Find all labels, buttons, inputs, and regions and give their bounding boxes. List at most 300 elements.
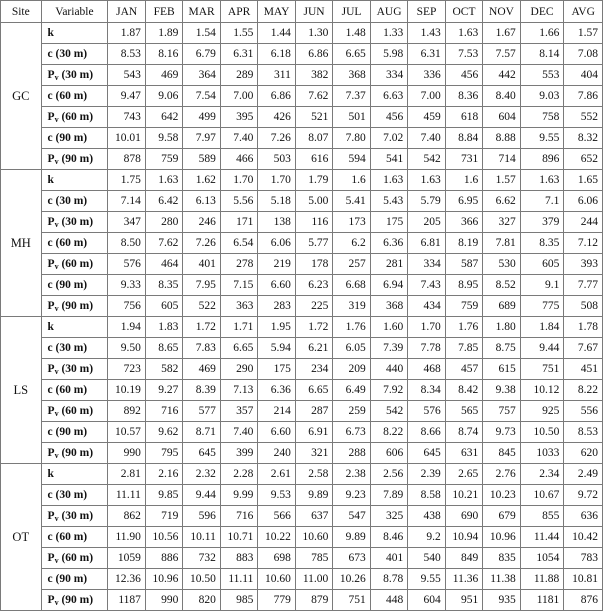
value-cell: 1.70 <box>408 317 445 338</box>
variable-cell <box>41 212 108 233</box>
value-cell: 234 <box>295 359 332 380</box>
variable-cell <box>41 107 108 128</box>
value-cell: 1.87 <box>108 23 145 44</box>
variable-cell <box>41 548 108 569</box>
value-cell: 8.75 <box>483 338 520 359</box>
header-jun: JUN <box>295 1 332 23</box>
value-cell: 10.67 <box>520 485 564 506</box>
value-cell: 246 <box>183 212 220 233</box>
value-cell: 8.34 <box>408 380 445 401</box>
value-cell: 289 <box>220 65 257 86</box>
value-cell: 521 <box>295 107 332 128</box>
value-cell: 6.62 <box>483 191 520 212</box>
value-cell: 287 <box>295 401 332 422</box>
value-cell: 457 <box>445 359 482 380</box>
table-row <box>1 128 603 149</box>
value-cell: 5.41 <box>333 191 370 212</box>
header-jan: JAN <box>108 1 145 23</box>
variable-cell <box>41 233 108 254</box>
value-cell: 9.55 <box>408 569 445 590</box>
value-cell: 6.73 <box>333 422 370 443</box>
value-cell: 178 <box>295 254 332 275</box>
value-cell: 1033 <box>520 443 564 464</box>
table-row <box>1 317 603 338</box>
value-cell: 7.57 <box>483 44 520 65</box>
value-cell: 7.53 <box>445 44 482 65</box>
variable-symbol: k <box>47 468 54 480</box>
value-cell: 368 <box>333 65 370 86</box>
variable-cell <box>41 464 108 485</box>
value-cell: 508 <box>564 296 603 317</box>
table-row <box>1 65 603 86</box>
value-cell: 604 <box>483 107 520 128</box>
value-cell: 6.60 <box>258 275 295 296</box>
value-cell: 8.22 <box>564 380 603 401</box>
value-cell: 5.43 <box>370 191 407 212</box>
value-cell: 951 <box>445 590 482 611</box>
value-cell: 283 <box>258 296 295 317</box>
variable-subscript: v <box>54 514 59 523</box>
value-cell: 364 <box>183 65 220 86</box>
value-cell: 456 <box>370 107 407 128</box>
variable-cell <box>41 338 108 359</box>
value-cell: 10.56 <box>145 527 182 548</box>
value-cell: 9.53 <box>258 485 295 506</box>
value-cell: 757 <box>483 401 520 422</box>
value-cell: 11.90 <box>108 527 145 548</box>
variable-height: (30 m) <box>58 363 94 375</box>
value-cell: 714 <box>483 149 520 170</box>
value-cell: 434 <box>408 296 445 317</box>
value-cell: 7.26 <box>183 233 220 254</box>
value-cell: 1.83 <box>145 317 182 338</box>
value-cell: 716 <box>145 401 182 422</box>
value-cell: 6.23 <box>295 275 332 296</box>
value-cell: 7.95 <box>183 275 220 296</box>
value-cell: 10.60 <box>258 569 295 590</box>
value-cell: 743 <box>108 107 145 128</box>
value-cell: 503 <box>258 149 295 170</box>
variable-height: (30 m) <box>58 69 94 81</box>
variable-symbol: P <box>47 258 55 270</box>
table-row <box>1 422 603 443</box>
table-row <box>1 23 603 44</box>
value-cell: 7.00 <box>220 86 257 107</box>
header-avg: AVG <box>564 1 603 23</box>
value-cell: 466 <box>220 149 257 170</box>
value-cell: 604 <box>408 590 445 611</box>
variable-height: (60 m) <box>52 237 88 249</box>
value-cell: 1.54 <box>183 23 220 44</box>
value-cell: 7.40 <box>220 128 257 149</box>
value-cell: 8.88 <box>483 128 520 149</box>
header-aug: AUG <box>370 1 407 23</box>
value-cell: 11.38 <box>483 569 520 590</box>
value-cell: 10.21 <box>445 485 482 506</box>
value-cell: 620 <box>564 443 603 464</box>
table-row <box>1 527 603 548</box>
value-cell: 9.38 <box>483 380 520 401</box>
value-cell: 849 <box>445 548 482 569</box>
variable-cell <box>41 401 108 422</box>
value-cell: 775 <box>520 296 564 317</box>
value-cell: 7.08 <box>564 44 603 65</box>
variable-cell <box>41 170 108 191</box>
value-cell: 8.95 <box>445 275 482 296</box>
value-cell: 576 <box>108 254 145 275</box>
value-cell: 689 <box>483 296 520 317</box>
value-cell: 8.65 <box>145 338 182 359</box>
variable-cell <box>41 380 108 401</box>
value-cell: 1.84 <box>520 317 564 338</box>
value-cell: 587 <box>445 254 482 275</box>
table-row <box>1 464 603 485</box>
table-row <box>1 107 603 128</box>
value-cell: 556 <box>564 401 603 422</box>
value-cell: 645 <box>183 443 220 464</box>
value-cell: 541 <box>370 149 407 170</box>
value-cell: 7.81 <box>483 233 520 254</box>
variable-symbol: P <box>47 216 55 228</box>
value-cell: 1.71 <box>220 317 257 338</box>
table-row <box>1 170 603 191</box>
value-cell: 1181 <box>520 590 564 611</box>
value-cell: 7.43 <box>408 275 445 296</box>
value-cell: 9.1 <box>520 275 564 296</box>
value-cell: 8.36 <box>445 86 482 107</box>
value-cell: 8.40 <box>483 86 520 107</box>
value-cell: 751 <box>333 590 370 611</box>
value-cell: 1.55 <box>220 23 257 44</box>
variable-height: (90 m) <box>52 426 88 438</box>
value-cell: 327 <box>483 212 520 233</box>
value-cell: 1.43 <box>408 23 445 44</box>
value-cell: 9.33 <box>108 275 145 296</box>
variable-cell <box>41 485 108 506</box>
value-cell: 393 <box>564 254 603 275</box>
value-cell: 642 <box>145 107 182 128</box>
value-cell: 10.11 <box>183 527 220 548</box>
value-cell: 783 <box>564 548 603 569</box>
value-cell: 5.94 <box>258 338 295 359</box>
value-cell: 173 <box>333 212 370 233</box>
value-cell: 9.03 <box>520 86 564 107</box>
value-cell: 9.72 <box>564 485 603 506</box>
variable-height: (30 m) <box>52 48 88 60</box>
value-cell: 9.47 <box>108 86 145 107</box>
value-cell: 542 <box>370 401 407 422</box>
variable-symbol: P <box>47 300 55 312</box>
value-cell: 10.94 <box>445 527 482 548</box>
header-site: Site <box>1 1 42 23</box>
value-cell: 7.39 <box>370 338 407 359</box>
value-cell: 8.71 <box>183 422 220 443</box>
value-cell: 2.81 <box>108 464 145 485</box>
value-cell: 8.74 <box>445 422 482 443</box>
value-cell: 6.36 <box>258 380 295 401</box>
value-cell: 637 <box>295 506 332 527</box>
value-cell: 8.84 <box>445 128 482 149</box>
value-cell: 366 <box>445 212 482 233</box>
variable-symbol: P <box>47 111 55 123</box>
value-cell: 6.86 <box>295 44 332 65</box>
variable-height: (60 m) <box>58 552 94 564</box>
value-cell: 288 <box>333 443 370 464</box>
variable-symbol: c <box>47 489 53 501</box>
value-cell: 576 <box>408 401 445 422</box>
value-cell: 615 <box>483 359 520 380</box>
value-cell: 716 <box>220 506 257 527</box>
variable-height: (30 m) <box>52 195 88 207</box>
value-cell: 459 <box>408 107 445 128</box>
variable-height: (60 m) <box>58 258 94 270</box>
variable-cell <box>41 569 108 590</box>
variable-symbol: P <box>47 594 55 606</box>
value-cell: 673 <box>333 548 370 569</box>
value-cell: 382 <box>295 65 332 86</box>
value-cell: 10.22 <box>258 527 295 548</box>
value-cell: 290 <box>220 359 257 380</box>
value-cell: 862 <box>108 506 145 527</box>
value-cell: 2.28 <box>220 464 257 485</box>
value-cell: 334 <box>408 254 445 275</box>
variable-cell <box>41 443 108 464</box>
value-cell: 7.62 <box>295 86 332 107</box>
value-cell: 10.12 <box>520 380 564 401</box>
value-cell: 690 <box>445 506 482 527</box>
value-cell: 8.42 <box>445 380 482 401</box>
value-cell: 175 <box>370 212 407 233</box>
value-cell: 5.98 <box>370 44 407 65</box>
value-cell: 1.63 <box>145 170 182 191</box>
value-cell: 10.23 <box>483 485 520 506</box>
value-cell: 582 <box>145 359 182 380</box>
header-oct: OCT <box>445 1 482 23</box>
value-cell: 1.89 <box>145 23 182 44</box>
value-cell: 7.40 <box>220 422 257 443</box>
value-cell: 565 <box>445 401 482 422</box>
value-cell: 6.49 <box>333 380 370 401</box>
table-row <box>1 569 603 590</box>
value-cell: 10.01 <box>108 128 145 149</box>
variable-cell <box>41 422 108 443</box>
value-cell: 1.94 <box>108 317 145 338</box>
variable-height: (30 m) <box>52 489 88 501</box>
value-cell: 368 <box>370 296 407 317</box>
variable-height: (60 m) <box>58 111 94 123</box>
value-cell: 7.67 <box>564 338 603 359</box>
value-cell: 835 <box>483 548 520 569</box>
value-cell: 6.2 <box>333 233 370 254</box>
variable-symbol: P <box>47 153 55 165</box>
value-cell: 347 <box>108 212 145 233</box>
value-cell: 9.44 <box>183 485 220 506</box>
value-cell: 175 <box>258 359 295 380</box>
variable-symbol: c <box>47 384 53 396</box>
value-cell: 5.56 <box>220 191 257 212</box>
variable-symbol: c <box>47 195 53 207</box>
header-may: MAY <box>258 1 295 23</box>
value-cell: 2.16 <box>145 464 182 485</box>
value-cell: 10.81 <box>564 569 603 590</box>
variable-cell <box>41 128 108 149</box>
table-row <box>1 275 603 296</box>
value-cell: 9.89 <box>333 527 370 548</box>
value-cell: 6.60 <box>258 422 295 443</box>
header-feb: FEB <box>145 1 182 23</box>
table-row <box>1 380 603 401</box>
value-cell: 8.52 <box>483 275 520 296</box>
variable-height: (90 m) <box>52 279 88 291</box>
value-cell: 547 <box>333 506 370 527</box>
value-cell: 9.23 <box>333 485 370 506</box>
value-cell: 631 <box>445 443 482 464</box>
value-cell: 732 <box>183 548 220 569</box>
value-cell: 990 <box>145 590 182 611</box>
value-cell: 596 <box>183 506 220 527</box>
value-cell: 334 <box>370 65 407 86</box>
value-cell: 6.81 <box>408 233 445 254</box>
value-cell: 440 <box>370 359 407 380</box>
value-cell: 7.78 <box>408 338 445 359</box>
value-cell: 845 <box>483 443 520 464</box>
value-cell: 363 <box>220 296 257 317</box>
value-cell: 321 <box>295 443 332 464</box>
site-cell: GC <box>1 23 42 170</box>
value-cell: 9.99 <box>220 485 257 506</box>
value-cell: 7.77 <box>564 275 603 296</box>
value-cell: 401 <box>370 548 407 569</box>
value-cell: 10.50 <box>520 422 564 443</box>
variable-subscript: v <box>54 220 59 229</box>
value-cell: 1.72 <box>295 317 332 338</box>
variable-symbol: c <box>47 48 53 60</box>
variable-symbol: k <box>47 27 54 39</box>
variable-subscript: v <box>54 598 59 607</box>
variable-height: (60 m) <box>52 90 88 102</box>
value-cell: 325 <box>370 506 407 527</box>
header-mar: MAR <box>183 1 220 23</box>
value-cell: 5.79 <box>408 191 445 212</box>
value-cell: 1.65 <box>564 170 603 191</box>
table-row <box>1 548 603 569</box>
value-cell: 6.06 <box>564 191 603 212</box>
value-cell: 6.95 <box>445 191 482 212</box>
header-jul: JUL <box>333 1 370 23</box>
value-cell: 7.14 <box>108 191 145 212</box>
value-cell: 1.63 <box>445 23 482 44</box>
variable-cell <box>41 44 108 65</box>
value-cell: 679 <box>483 506 520 527</box>
value-cell: 7.02 <box>370 128 407 149</box>
variable-height: (60 m) <box>58 405 94 417</box>
value-cell: 616 <box>295 149 332 170</box>
value-cell: 698 <box>258 548 295 569</box>
header-sep: SEP <box>408 1 445 23</box>
variable-cell <box>41 275 108 296</box>
value-cell: 11.11 <box>108 485 145 506</box>
value-cell: 1.76 <box>333 317 370 338</box>
value-cell: 116 <box>295 212 332 233</box>
value-cell: 464 <box>145 254 182 275</box>
value-cell: 379 <box>520 212 564 233</box>
value-cell: 1187 <box>108 590 145 611</box>
value-cell: 10.19 <box>108 380 145 401</box>
table-row <box>1 296 603 317</box>
value-cell: 605 <box>145 296 182 317</box>
value-cell: 7.89 <box>370 485 407 506</box>
variable-cell <box>41 506 108 527</box>
variable-cell <box>41 191 108 212</box>
table-row <box>1 254 603 275</box>
value-cell: 1.75 <box>108 170 145 191</box>
value-cell: 219 <box>258 254 295 275</box>
value-cell: 1.70 <box>258 170 295 191</box>
value-cell: 5.00 <box>295 191 332 212</box>
value-cell: 1.79 <box>295 170 332 191</box>
value-cell: 779 <box>258 590 295 611</box>
variable-symbol: P <box>47 447 55 459</box>
value-cell: 259 <box>333 401 370 422</box>
site-cell: LS <box>1 317 42 464</box>
value-cell: 10.57 <box>108 422 145 443</box>
value-cell: 8.66 <box>408 422 445 443</box>
value-cell: 1.95 <box>258 317 295 338</box>
value-cell: 7.37 <box>333 86 370 107</box>
value-cell: 552 <box>564 107 603 128</box>
value-cell: 1.63 <box>520 170 564 191</box>
header-nov: NOV <box>483 1 520 23</box>
table-row <box>1 86 603 107</box>
value-cell: 8.16 <box>145 44 182 65</box>
value-cell: 5.77 <box>295 233 332 254</box>
value-cell: 925 <box>520 401 564 422</box>
value-cell: 9.58 <box>145 128 182 149</box>
variable-height: (90 m) <box>58 594 94 606</box>
value-cell: 438 <box>408 506 445 527</box>
value-cell: 6.31 <box>408 44 445 65</box>
value-cell: 8.14 <box>520 44 564 65</box>
value-cell: 2.58 <box>295 464 332 485</box>
value-cell: 8.19 <box>445 233 482 254</box>
table-row <box>1 233 603 254</box>
value-cell: 6.18 <box>258 44 295 65</box>
value-cell: 1.72 <box>183 317 220 338</box>
table-row <box>1 149 603 170</box>
variable-cell <box>41 317 108 338</box>
variable-subscript: v <box>54 556 59 565</box>
value-cell: 7.80 <box>333 128 370 149</box>
value-cell: 758 <box>520 107 564 128</box>
value-cell: 879 <box>295 590 332 611</box>
variable-height: (90 m) <box>58 447 94 459</box>
value-cell: 6.42 <box>145 191 182 212</box>
value-cell: 2.65 <box>445 464 482 485</box>
table-body <box>1 23 603 611</box>
variable-height: (90 m) <box>52 132 88 144</box>
value-cell: 6.21 <box>295 338 332 359</box>
value-cell: 542 <box>408 149 445 170</box>
value-cell: 5.18 <box>258 191 295 212</box>
value-cell: 499 <box>183 107 220 128</box>
value-cell: 7.97 <box>183 128 220 149</box>
value-cell: 12.36 <box>108 569 145 590</box>
value-cell: 8.07 <box>295 128 332 149</box>
value-cell: 6.36 <box>370 233 407 254</box>
value-cell: 6.13 <box>183 191 220 212</box>
variable-subscript: v <box>54 157 59 166</box>
value-cell: 2.39 <box>408 464 445 485</box>
